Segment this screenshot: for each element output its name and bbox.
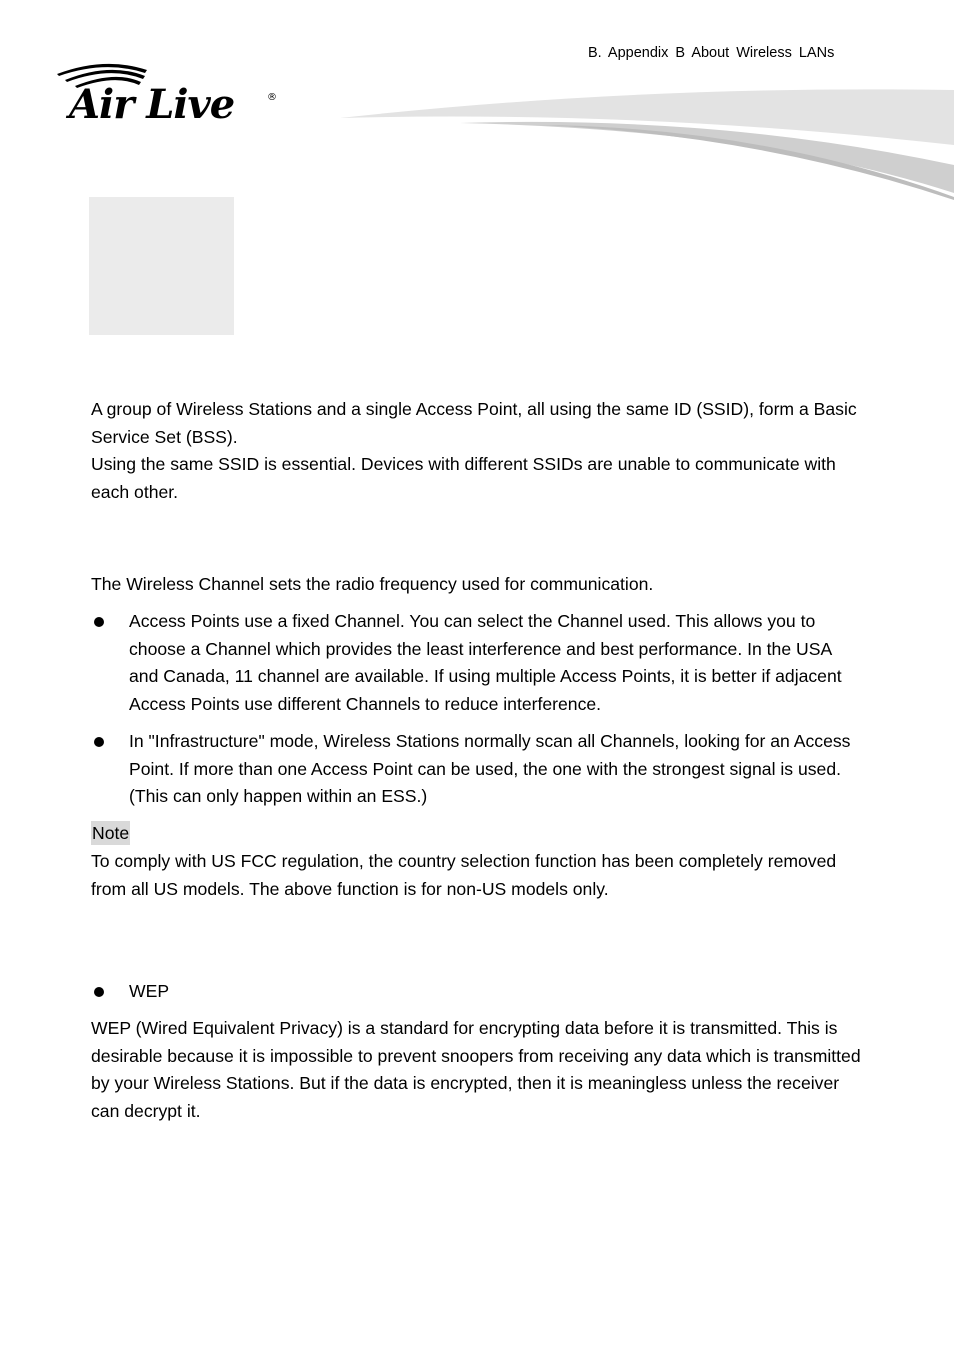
header-swoosh-decoration bbox=[340, 85, 954, 200]
logo-text: Air Live bbox=[69, 81, 235, 128]
bullet-text: In "Infrastructure" mode, Wireless Stations normally scan all Channels, looking for an Access Point. If more than one Access Point can be used, the one with the strongest signal is used. (This can only happen within an ESS.) bbox=[129, 731, 851, 807]
note-label: Note bbox=[92, 823, 130, 843]
bullet-icon bbox=[94, 617, 104, 627]
bullet-text: Access Points use a fixed Channel. You can select the Channel used. This allows you to choose a Channel which provides the least interference and best performance. In the USA and Canada, 11 channel are available. If using multiple Access Points, it is better if adjacent Access Points use different Channels to reduce interference. bbox=[129, 611, 842, 714]
bullet-text: WEP bbox=[129, 981, 170, 1001]
bss-paragraph-1: A group of Wireless Stations and a single Access Point, all using the same ID (SSID), form a Basic Service Set (BSS). bbox=[91, 399, 857, 447]
registered-mark: ® bbox=[267, 92, 277, 103]
wep-paragraph: WEP (Wired Equivalent Privacy) is a standard for encrypting data before it is transmitted. This is desirable because it is impossible to prevent snoopers from receiving any data which is transmitted by your Wireless Stations. But if the data is encrypted, then it is meaningless unless the receiver can decrypt it. bbox=[91, 1018, 861, 1121]
bullet-icon bbox=[94, 737, 104, 747]
section-number-box bbox=[89, 197, 234, 335]
channel-intro: The Wireless Channel sets the radio frequency used for communication. bbox=[91, 574, 654, 594]
chapter-header: B. Appendix B About Wireless LANs bbox=[588, 45, 835, 61]
bullet-icon bbox=[94, 987, 104, 997]
bss-paragraph-2: Using the same SSID is essential. Devices with different SSIDs are unable to communicate with each other. bbox=[91, 454, 836, 502]
note-text: To comply with US FCC regulation, the country selection function has been completely removed from all US models. The above function is for non-US models only. bbox=[91, 851, 837, 899]
airlive-logo bbox=[55, 58, 280, 128]
